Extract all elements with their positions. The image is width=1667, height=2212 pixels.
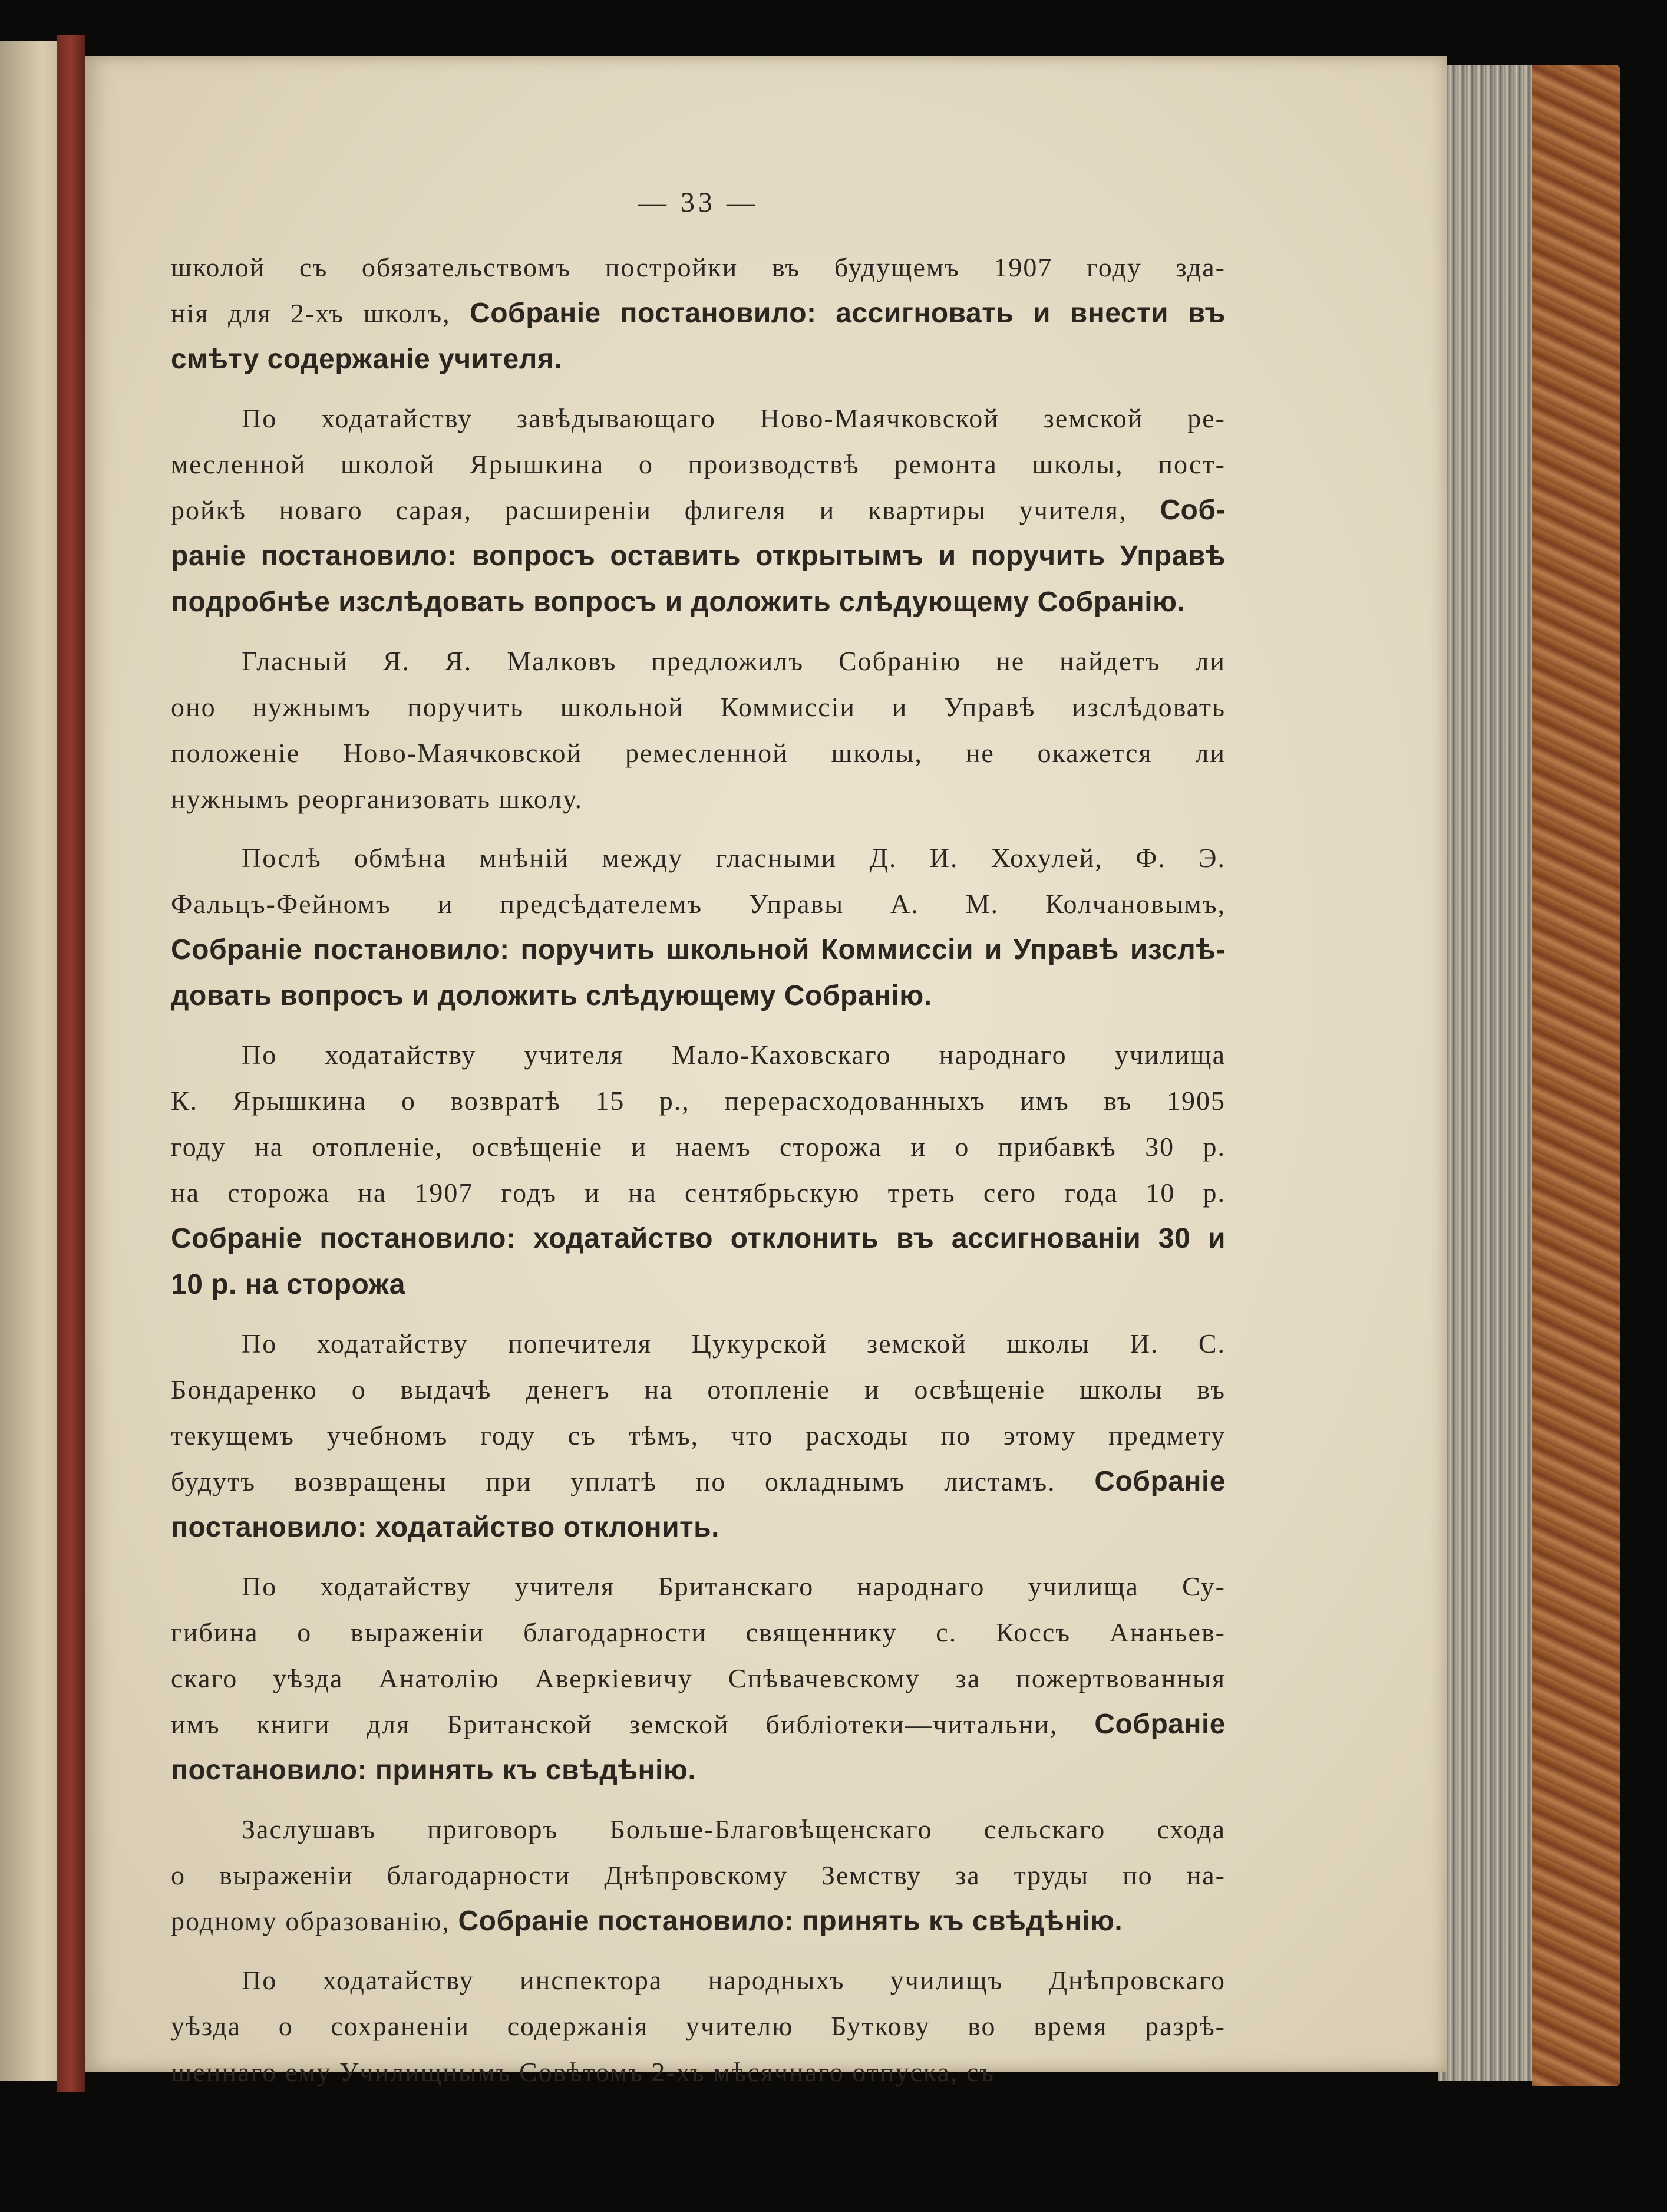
book-cover-right [1532,65,1620,2086]
body-text: шеннаго ему Училищнымъ Совѣтомъ 2-хъ мѣсячнаго отпуска, съ [171,2057,995,2087]
body-text: ройкѣ новаго сарая, расширеніи флигеля и квартиры учителя, [171,495,1160,525]
resolution-text: Собраніе постановило: поручить школьной Коммиссіи и Управѣ изслѣ- [171,934,1226,965]
body-text: школой съ обязательствомъ постройки въ будущемъ 1907 году зда- [171,252,1226,282]
text-line [171,579,1226,625]
body-text: нія для 2-хъ школъ, [171,298,470,328]
body-text: имъ книги для Британской земской библіотеки—читальни, [171,1709,1095,1739]
resolution-text: Собраніе постановило: принять къ свѣдѣнію. [458,1906,1123,1937]
resolution-text: Собраніе постановило: ассигновать и внести въ [470,298,1226,329]
text-line [171,1656,1226,1702]
paragraph [171,835,1226,1019]
text-line [171,1124,1226,1170]
body-text: Заслушавъ приговоръ Больше-Благовѣщенскаго сельскаго схода [242,1814,1226,1844]
resolution-text: постановило: принять къ свѣдѣнію. [171,1755,696,1786]
text-line [171,337,1226,383]
resolution-text: Собраніе постановило: ходатайство отклонить въ ассигнованіи 30 и [171,1223,1226,1254]
text-line [171,1702,1226,1748]
page-number: — 33 — [638,187,758,218]
text-line [171,1413,1226,1459]
text-line [171,881,1226,927]
text-line [171,835,1226,881]
paragraph [171,1321,1226,1551]
body-text: нужнымъ реорганизовать школу. [171,784,583,814]
resolution-text: 10 р. на сторожа [171,1269,405,1300]
text-line [171,1898,1226,1944]
resolution-text: смѣту содержаніе учителя. [171,344,563,375]
body-text: году на отопленіе, освѣщеніе и наемъ сторожа и о прибавкѣ 30 р. [171,1132,1226,1162]
resolution-text: Собраніе [1094,1709,1226,1740]
body-text: текущемъ учебномъ году съ тѣмъ, что расходы по этому предмету [171,1420,1226,1451]
text-line [171,441,1226,487]
book-binding-left [57,35,85,2092]
text-line [171,1262,1226,1308]
text-line [171,776,1226,822]
page-stack-edge [1438,65,1535,2081]
text-line [171,291,1226,337]
text-line [171,1957,1226,2003]
body-text: По ходатайству инспектора народныхъ училищъ Днѣпровскаго [242,1965,1226,1995]
body-text: Послѣ обмѣна мнѣній между гласными Д. И. Хохулей, Ф. Э. [242,843,1226,873]
body-text: К. Ярышкина о возвратѣ 15 р., перерасходованныхъ имъ въ 1905 [171,1086,1226,1116]
text-line [171,1367,1226,1413]
text-line [171,1852,1226,1898]
resolution-text: постановило: ходатайство отклонить. [171,1512,719,1543]
body-text: положеніе Ново-Маячковской ремесленной школы, не окажется ли [171,738,1226,768]
text-line [171,245,1226,291]
resolution-text: раніе постановило: вопросъ оставить открытымъ и поручить Управѣ [171,540,1226,572]
text-line [171,1459,1226,1505]
paragraph [171,1806,1226,1944]
body-text: гибина о выраженіи благодарности священнику с. Коссъ Ананьев- [171,1617,1226,1647]
resolution-text: подробнѣе изслѣдовать вопросъ и доложить слѣдующему Собранію. [171,586,1186,618]
body-text: По ходатайству учителя Британскаго народнаго училища Су- [242,1571,1226,1601]
body-text: По ходатайству попечителя Цукурской земской школы И. С. [242,1328,1226,1359]
text-line [171,1610,1226,1656]
body-text: скаго уѣзда Анатолію Аверкіевичу Спѣвачевскому за пожертвованныя [171,1663,1226,1693]
body-text: о выраженіи благодарности Днѣпровскому Земству за труды по на- [171,1860,1226,1890]
text-line [171,2049,1226,2095]
resolution-text: Собраніе [1094,1466,1226,1497]
text-line [171,1505,1226,1551]
paragraph [171,1957,1226,2095]
body-text: на сторожа на 1907 годъ и на сентябрьскую треть сего года 10 р. [171,1178,1226,1208]
body-text: уѣзда о сохраненіи содержанія учителю Буткову во время разрѣ- [171,2011,1226,2041]
text-line [171,638,1226,684]
text-line [171,1806,1226,1852]
paragraph [171,1032,1226,1308]
text-line [171,487,1226,533]
body-text: Фальцъ-Фейномъ и предсѣдателемъ Управы А. М. Колчановымъ, [171,889,1226,919]
paragraph [171,245,1226,383]
text-line [171,1170,1226,1216]
text-line [171,927,1226,973]
paragraph [171,1564,1226,1794]
body-text: По ходатайству завѣдывающаго Ново-Маячковской земской ре- [242,403,1226,433]
paragraph [171,395,1226,625]
text-line [171,533,1226,579]
text-line [171,1032,1226,1078]
paragraph [171,638,1226,822]
text-line [171,973,1226,1019]
text-line [171,1216,1226,1262]
text-line [171,1321,1226,1367]
body-text: месленной школой Ярышкина о производствѣ ремонта школы, пост- [171,449,1226,479]
body-text: оно нужнымъ поручить школьной Коммиссіи и Управѣ изслѣдовать [171,692,1226,722]
body-text: родному образованію, [171,1906,458,1936]
body-text: будутъ возвращены при уплатѣ по окладнымъ листамъ. [171,1466,1095,1496]
body-text: По ходатайству учителя Мало-Каховскаго народнаго училища [242,1040,1226,1070]
body-text: Бондаренко о выдачѣ денегъ на отопленіе и освѣщеніе школы въ [171,1374,1226,1405]
text-line [171,2003,1226,2049]
resolution-text: Соб- [1160,495,1226,526]
text-line [171,684,1226,730]
text-line [171,1748,1226,1794]
text-line [171,395,1226,441]
text-line [171,730,1226,776]
text-line [171,1078,1226,1124]
resolution-text: довать вопросъ и доложить слѣдующему Собранію. [171,980,932,1011]
text-line [171,1564,1226,1610]
body-text: Гласный Я. Я. Малковъ предложилъ Собранію не найдетъ ли [242,646,1226,676]
